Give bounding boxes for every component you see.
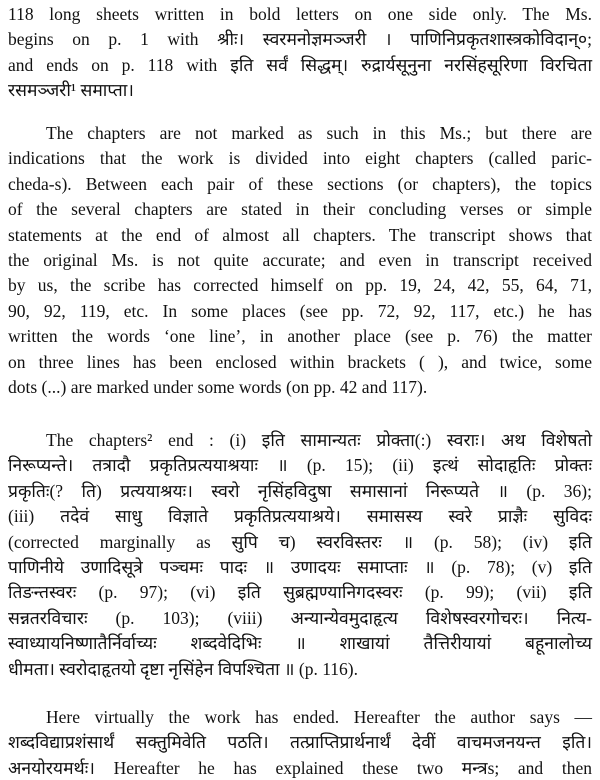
text-line: प्रकृतिः(? ति) प्रत्ययाश्रयः। स्वरो नृसिंहविदुषा समासानां निरूप्यते ॥ (p. 36); [8,480,592,501]
text-line: dots (...) are marked under some words (on pp. 42 and 117). [8,377,428,397]
text-line: statements at the end of almost all chapters. The transcript shows that [8,224,592,245]
text-line: The chapters are not marked as such in this Ms.; but there are [46,123,592,143]
text-line: तिङन्तस्वरः (p. 97); (vi) इति सुब्रह्मण्यानिगदस्वरः (p. 99); (vii) इति [8,582,592,603]
text-line: by us, the scribe has corrected himself on pp. 19, 24, 42, 55, 64, 71, [8,275,592,296]
text-line: (corrected marginally as सुपि च) स्वरविस्तरः ॥ (p. 58); (iv) इति [8,531,592,552]
text-line: पाणिनीये उणादिसूत्रे पञ्चमः पादः ॥ उणादयः समाप्ताः ॥ (p. 78); (v) इति [8,557,592,577]
text-line: धीमता। स्वरोदाहृतयो दृष्टा नृसिंहेन विपश्चिता ॥ (p. 116). [8,658,359,679]
text-line: the original Ms. is not quite accurate; and even in transcript received [8,250,592,270]
text-line: of the several chapters are stated in their concluding verses or simple [8,199,592,220]
text-line: रसमञ्जरी¹ समाप्ता। [8,79,134,100]
text-line: written the words ‘one line’, in another place (see p. 76) the matter [8,326,592,347]
text-line: begins on p. 1 with श्रीः। स्वरमनोज्ञमञ्जरी । पाणिनिप्रकृतशास्त्रकोविदान्०; [8,29,592,50]
text-line: cheda-s). Between each pair of these sections (or chapters), the topics [8,173,592,194]
text-line: सन्नतरविचारः (p. 103); (viii) अन्यान्येवमुदाहृत्य विशेषस्वरगोचरः। नित्य- [8,607,592,628]
text-line: निरूप्यन्ते। तत्रादौ प्रकृतिप्रत्ययाश्रयाः ॥ (p. 15); (ii) इत्थं सोदाहृतिः प्रोक्तः [8,455,592,476]
text-line: Here virtually the work has ended. Hereafter the author says — [46,707,592,727]
text-line: and ends on p. 118 with इति सर्वं सिद्धम्। रुद्रार्यसूनुना नरसिंहसूरिणा विरचिता [8,54,592,75]
text-line: अनयोरयमर्थः। Hereafter he has explained these two मन्त्रs; and then [8,757,592,778]
text-line: The chapters² end : (i) इति सामान्यतः प्रोक्ता(:) स्वराः। अथ विशेषतो [46,430,592,450]
text-line: 118 long sheets written in bold letters on one side only. The Ms. [8,4,592,24]
text-line: शब्दविद्याप्रशंसार्थं सक्तुमिवेति पठति। तत्प्राप्तिप्रार्थनार्थं देवीं वाचमजनयन्त इति। [8,732,592,753]
text-line: (iii) तदेवं साधु विज्ञाते प्रकृतिप्रत्ययाश्रये। समासस्य स्वरे प्राज्ञैः सुविदः [8,506,592,527]
text-line: स्वाध्यायनिष्णातैर्निर्वाच्यः शब्दवेदिभिः ॥ शाखायां तैत्तिरीयायां बहूनालोच्य [8,633,592,654]
text-line: on three lines has been enclosed within brackets ( ), and twice, some [8,351,592,372]
text-line: indications that the work is divided into eight chapters (called paric- [8,148,592,169]
text-line: 90, 92, 119, etc. In some places (see pp. 72, 92, 117, etc.) he has [8,300,592,321]
